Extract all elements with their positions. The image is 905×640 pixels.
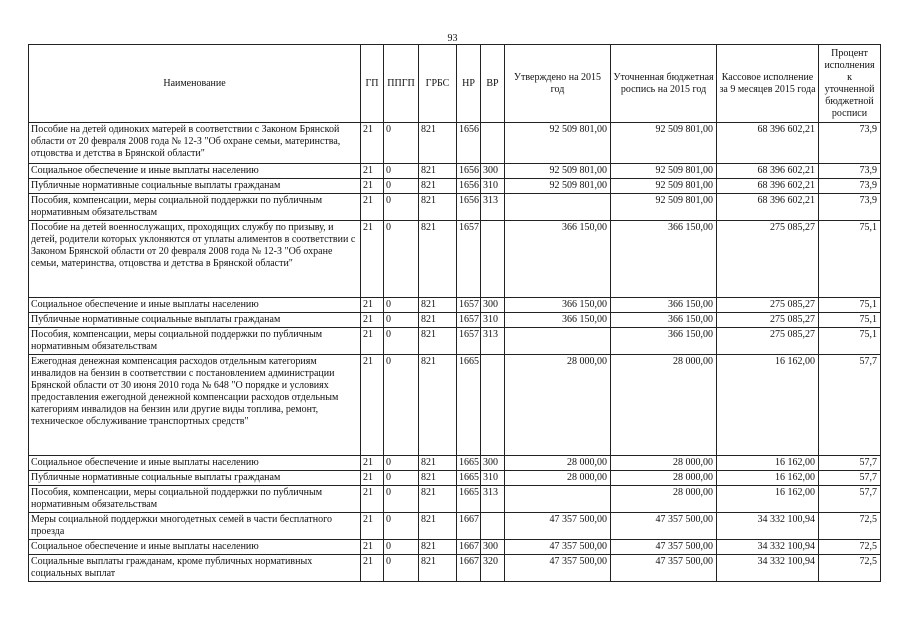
cell-cash: 34 332 100,94: [717, 540, 819, 555]
cell-name: Публичные нормативные социальные выплаты гражданам: [29, 313, 361, 328]
cell-vr: [481, 221, 505, 298]
cell-cash: 34 332 100,94: [717, 555, 819, 582]
table-row: [29, 164, 881, 179]
cell-grbs: 821: [419, 513, 457, 540]
cell-name: Пособие на детей одиноких матерей в соответствии с Законом Брянской области от 20 февраля 2008 года № 12-З "Об охране семьи, материнства, отцовства и детства в Брянской области": [29, 123, 361, 164]
cell-ppgp: 0: [384, 194, 419, 221]
cell-vr: [481, 123, 505, 164]
cell-nr: 1667: [457, 513, 481, 540]
column-header-percent: Процент исполнения к уточненной бюджетной росписи: [819, 45, 881, 123]
column-header-approved: Утверждено на 2015 год: [505, 45, 611, 123]
cell-name: Социальное обеспечение и иные выплаты населению: [29, 164, 361, 179]
cell-vr: 310: [481, 313, 505, 328]
cell-cash: 275 085,27: [717, 328, 819, 355]
cell-gp: 21: [361, 179, 384, 194]
cell-refined: 28 000,00: [611, 486, 717, 513]
cell-ppgp: 0: [384, 540, 419, 555]
cell-grbs: 821: [419, 355, 457, 456]
cell-percent: 72,5: [819, 555, 881, 582]
table-row: [29, 456, 881, 471]
cell-name: Социальные выплаты гражданам, кроме публичных нормативных социальных выплат: [29, 555, 361, 582]
cell-nr: 1657: [457, 221, 481, 298]
cell-nr: 1656: [457, 164, 481, 179]
table-row: [29, 179, 881, 194]
cell-refined: 92 509 801,00: [611, 123, 717, 164]
cell-vr: [481, 513, 505, 540]
cell-gp: 21: [361, 194, 384, 221]
cell-percent: 75,1: [819, 221, 881, 298]
cell-vr: 313: [481, 194, 505, 221]
column-header-ppgp: ППГП: [384, 45, 419, 123]
cell-approved: [505, 486, 611, 513]
cell-ppgp: 0: [384, 123, 419, 164]
cell-nr: 1656: [457, 179, 481, 194]
cell-grbs: 821: [419, 194, 457, 221]
cell-grbs: 821: [419, 540, 457, 555]
cell-grbs: 821: [419, 486, 457, 513]
cell-gp: 21: [361, 313, 384, 328]
cell-refined: 92 509 801,00: [611, 194, 717, 221]
table-row: [29, 513, 881, 540]
cell-refined: 47 357 500,00: [611, 513, 717, 540]
cell-nr: 1657: [457, 328, 481, 355]
cell-approved: [505, 194, 611, 221]
column-header-vr: ВР: [481, 45, 505, 123]
cell-cash: 68 396 602,21: [717, 194, 819, 221]
cell-percent: 75,1: [819, 313, 881, 328]
cell-cash: 34 332 100,94: [717, 513, 819, 540]
cell-approved: 92 509 801,00: [505, 164, 611, 179]
cell-ppgp: 0: [384, 513, 419, 540]
cell-nr: 1656: [457, 123, 481, 164]
cell-cash: 68 396 602,21: [717, 179, 819, 194]
cell-grbs: 821: [419, 555, 457, 582]
cell-refined: 28 000,00: [611, 471, 717, 486]
cell-ppgp: 0: [384, 486, 419, 513]
cell-percent: 73,9: [819, 123, 881, 164]
cell-nr: 1665: [457, 471, 481, 486]
cell-grbs: 821: [419, 123, 457, 164]
cell-ppgp: 0: [384, 179, 419, 194]
cell-approved: 28 000,00: [505, 355, 611, 456]
cell-percent: 73,9: [819, 194, 881, 221]
cell-percent: 57,7: [819, 456, 881, 471]
column-header-grbs: ГРБС: [419, 45, 457, 123]
cell-refined: 366 150,00: [611, 221, 717, 298]
cell-ppgp: 0: [384, 456, 419, 471]
cell-vr: 313: [481, 486, 505, 513]
cell-approved: 366 150,00: [505, 313, 611, 328]
cell-nr: 1657: [457, 298, 481, 313]
cell-ppgp: 0: [384, 471, 419, 486]
table-body: [29, 123, 881, 582]
cell-approved: 92 509 801,00: [505, 179, 611, 194]
cell-nr: 1665: [457, 486, 481, 513]
cell-vr: 310: [481, 179, 505, 194]
cell-approved: 366 150,00: [505, 221, 611, 298]
cell-name: Ежегодная денежная компенсация расходов отдельным категориям инвалидов на бензин в соответствии с постановлением администрации Брянской области от 30 июня 2010 года № 648 "О порядке и условиях предоставления ежегодной денежной компенсации расходов отдельным категориям инвалидов на бензин или другие виды топлива, ремонт, техническое обслуживание транспортных средств": [29, 355, 361, 456]
cell-gp: 21: [361, 355, 384, 456]
cell-vr: 313: [481, 328, 505, 355]
table-row: [29, 540, 881, 555]
cell-grbs: 821: [419, 471, 457, 486]
cell-ppgp: 0: [384, 355, 419, 456]
cell-gp: 21: [361, 298, 384, 313]
cell-ppgp: 0: [384, 221, 419, 298]
cell-grbs: 821: [419, 313, 457, 328]
table-row: [29, 313, 881, 328]
cell-vr: [481, 355, 505, 456]
cell-gp: 21: [361, 164, 384, 179]
cell-name: Пособия, компенсации, меры социальной поддержки по публичным нормативным обязательствам: [29, 328, 361, 355]
cell-name: Пособия, компенсации, меры социальной поддержки по публичным нормативным обязательствам: [29, 194, 361, 221]
cell-approved: 47 357 500,00: [505, 555, 611, 582]
cell-cash: 275 085,27: [717, 298, 819, 313]
column-header-refined: Уточненная бюджетная роспись на 2015 год: [611, 45, 717, 123]
cell-vr: 300: [481, 164, 505, 179]
cell-name: Публичные нормативные социальные выплаты гражданам: [29, 471, 361, 486]
cell-cash: 16 162,00: [717, 471, 819, 486]
cell-name: Социальное обеспечение и иные выплаты населению: [29, 298, 361, 313]
table-row: [29, 486, 881, 513]
table-row: [29, 555, 881, 582]
cell-cash: 275 085,27: [717, 221, 819, 298]
cell-approved: 47 357 500,00: [505, 540, 611, 555]
cell-gp: 21: [361, 540, 384, 555]
cell-vr: 300: [481, 540, 505, 555]
table-row: [29, 194, 881, 221]
cell-refined: 366 150,00: [611, 298, 717, 313]
cell-percent: 75,1: [819, 298, 881, 313]
column-header-name: Наименование: [29, 45, 361, 123]
cell-percent: 57,7: [819, 471, 881, 486]
cell-ppgp: 0: [384, 555, 419, 582]
cell-cash: 16 162,00: [717, 486, 819, 513]
cell-vr: 300: [481, 298, 505, 313]
cell-nr: 1657: [457, 313, 481, 328]
cell-percent: 57,7: [819, 355, 881, 456]
table-row: [29, 328, 881, 355]
cell-name: Социальное обеспечение и иные выплаты населению: [29, 456, 361, 471]
cell-gp: 21: [361, 123, 384, 164]
cell-nr: 1665: [457, 456, 481, 471]
cell-percent: 73,9: [819, 179, 881, 194]
cell-grbs: 821: [419, 164, 457, 179]
cell-approved: 47 357 500,00: [505, 513, 611, 540]
cell-cash: 68 396 602,21: [717, 164, 819, 179]
cell-cash: 275 085,27: [717, 313, 819, 328]
cell-name: Публичные нормативные социальные выплаты гражданам: [29, 179, 361, 194]
cell-vr: 320: [481, 555, 505, 582]
cell-vr: 310: [481, 471, 505, 486]
cell-grbs: 821: [419, 328, 457, 355]
table-row: [29, 298, 881, 313]
table-row: [29, 221, 881, 298]
cell-gp: 21: [361, 513, 384, 540]
cell-refined: 366 150,00: [611, 328, 717, 355]
cell-nr: 1667: [457, 555, 481, 582]
cell-cash: 68 396 602,21: [717, 123, 819, 164]
cell-approved: [505, 328, 611, 355]
cell-name: Пособия, компенсации, меры социальной поддержки по публичным нормативным обязательствам: [29, 486, 361, 513]
cell-gp: 21: [361, 328, 384, 355]
cell-percent: 72,5: [819, 540, 881, 555]
cell-name: Социальное обеспечение и иные выплаты населению: [29, 540, 361, 555]
cell-approved: 28 000,00: [505, 456, 611, 471]
table-row: [29, 355, 881, 456]
cell-percent: 57,7: [819, 486, 881, 513]
cell-grbs: 821: [419, 298, 457, 313]
cell-approved: 92 509 801,00: [505, 123, 611, 164]
cell-refined: 28 000,00: [611, 355, 717, 456]
column-header-cash: Кассовое исполнение за 9 месяцев 2015 года: [717, 45, 819, 123]
cell-vr: 300: [481, 456, 505, 471]
cell-name: Пособие на детей военнослужащих, проходящих службу по призыву, и детей, родители которых уклоняются от уплаты алиментов в соответствии с Законом Брянской области от 20 февраля 2008 года № 12-З "Об охране семьи, материнства, отцовства и детства в Брянской области": [29, 221, 361, 298]
cell-gp: 21: [361, 456, 384, 471]
cell-gp: 21: [361, 471, 384, 486]
cell-nr: 1656: [457, 194, 481, 221]
column-header-gp: ГП: [361, 45, 384, 123]
cell-cash: 16 162,00: [717, 355, 819, 456]
cell-ppgp: 0: [384, 328, 419, 355]
cell-cash: 16 162,00: [717, 456, 819, 471]
cell-percent: 72,5: [819, 513, 881, 540]
table-row: [29, 471, 881, 486]
cell-approved: 366 150,00: [505, 298, 611, 313]
cell-ppgp: 0: [384, 164, 419, 179]
column-header-nr: НР: [457, 45, 481, 123]
cell-refined: 47 357 500,00: [611, 540, 717, 555]
table-row: [29, 123, 881, 164]
cell-ppgp: 0: [384, 298, 419, 313]
cell-ppgp: 0: [384, 313, 419, 328]
cell-refined: 92 509 801,00: [611, 179, 717, 194]
cell-grbs: 821: [419, 221, 457, 298]
page-number: 93: [447, 33, 458, 44]
cell-approved: 28 000,00: [505, 471, 611, 486]
cell-refined: 366 150,00: [611, 313, 717, 328]
cell-percent: 73,9: [819, 164, 881, 179]
cell-percent: 75,1: [819, 328, 881, 355]
cell-nr: 1667: [457, 540, 481, 555]
cell-grbs: 821: [419, 456, 457, 471]
cell-grbs: 821: [419, 179, 457, 194]
cell-gp: 21: [361, 221, 384, 298]
cell-refined: 47 357 500,00: [611, 555, 717, 582]
cell-nr: 1665: [457, 355, 481, 456]
cell-refined: 92 509 801,00: [611, 164, 717, 179]
cell-gp: 21: [361, 486, 384, 513]
cell-gp: 21: [361, 555, 384, 582]
table-header-row: [29, 45, 881, 123]
budget-table: [28, 44, 881, 582]
cell-name: Меры социальной поддержки многодетных семей в части бесплатного проезда: [29, 513, 361, 540]
cell-refined: 28 000,00: [611, 456, 717, 471]
